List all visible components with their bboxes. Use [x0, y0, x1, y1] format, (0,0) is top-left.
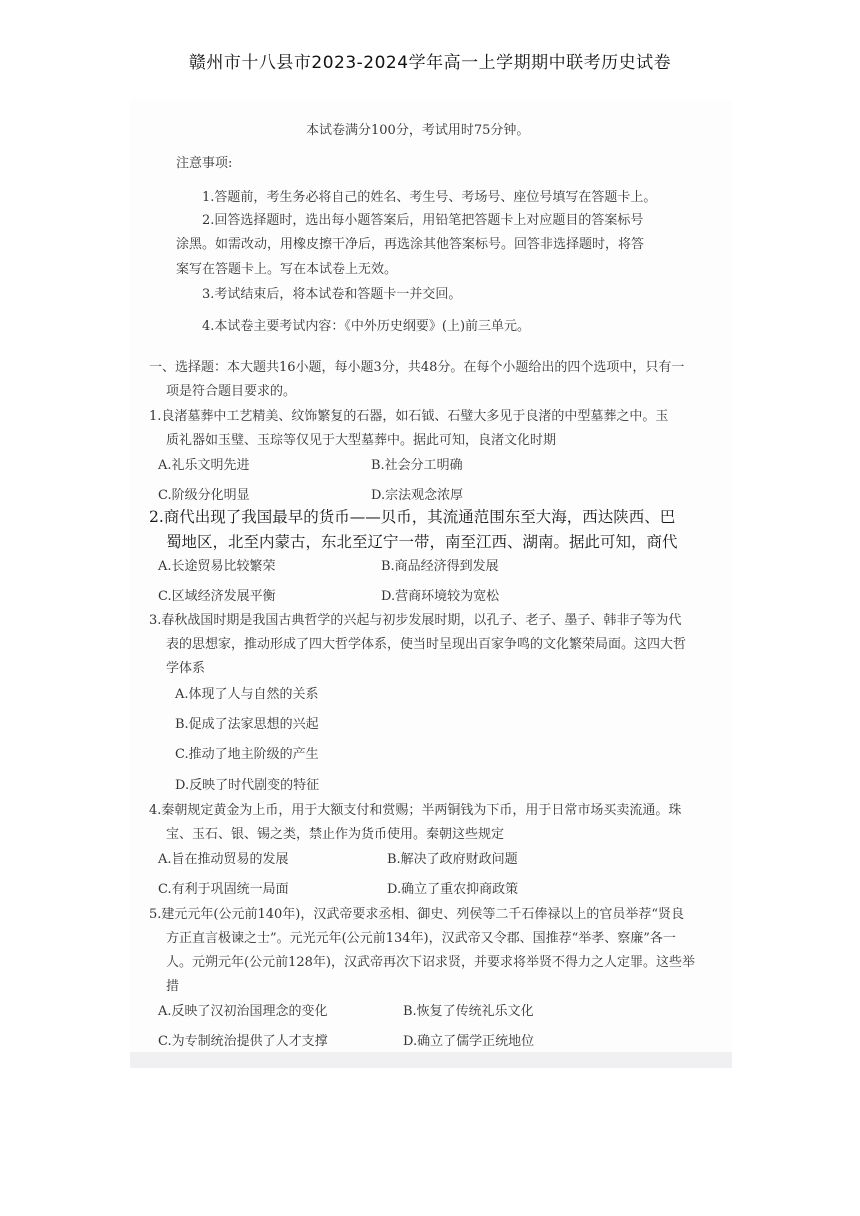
question-text: 3.春秋战国时期是我国古典哲学的兴起与初步发展时期，以孔子、老子、墨子、韩非子等为代 — [149, 613, 682, 628]
exam-intro: 本试卷满分100分，考试用时75分钟。 — [306, 123, 530, 138]
question-text: 方正直言极谏之士”。元光元年(公元前134年)，汉武帝又令郡、国推荐“举孝、察廉”各一 — [166, 931, 676, 946]
section-heading: 一、选择题：本大题共16小题，每小题3分，共48分。在每个小题给出的四个选项中，只有一 — [149, 360, 685, 375]
option-c: C.区域经济发展平衡 — [158, 589, 276, 604]
option-b: B.促成了法家思想的兴起 — [175, 717, 319, 732]
option-b: B.解决了政府财政问题 — [387, 852, 518, 867]
option-c: C.为专制统治提供了人才支撑 — [158, 1034, 328, 1049]
page-title: 赣州市十八县市2023-2024学年高一上学期期中联考历史试卷 — [188, 53, 672, 73]
option-a: A.反映了汉初治国理念的变化 — [158, 1004, 328, 1019]
question-text: 1.良渚墓葬中工艺精美、纹饰繁复的石器，如石钺、石璧大多见于良渚的中型墓葬之中。玉 — [149, 409, 669, 424]
notice-heading: 注意事项: — [176, 156, 233, 171]
notice-item: 案写在答题卡上。写在本试卷上无效。 — [176, 262, 398, 277]
option-d: D.反映了时代剧变的特征 — [175, 778, 320, 793]
scan-bottom-edge — [130, 1052, 732, 1068]
option-b: B.商品经济得到发展 — [381, 559, 499, 574]
option-a: A.旨在推动贸易的发展 — [158, 852, 289, 867]
option-a: A.体现了人与自然的关系 — [175, 687, 319, 702]
question-text: 5.建元元年(公元前140年)，汉武帝要求丞相、御史、列侯等二千石俸禄以上的官员举荐“贤良 — [149, 907, 685, 922]
option-b: B.恢复了传统礼乐文化 — [403, 1004, 534, 1019]
question-text: 2.商代出现了我国最早的货币——贝币，其流通范围东至大海，西达陕西、巴 — [149, 508, 676, 526]
question-text: 宝、玉石、银、锡之类，禁止作为货币使用。秦朝这些规定 — [166, 827, 505, 842]
question-text: 表的思想家，推动形成了四大哲学体系，使当时呈现出百家争鸣的文化繁荣局面。这四大哲 — [166, 637, 687, 652]
notice-item: 3.考试结束后，将本试卷和答题卡一并交回。 — [202, 287, 462, 302]
option-b: B.社会分工明确 — [371, 458, 463, 473]
question-text: 质礼器如玉璧、玉琮等仅见于大型墓葬中。据此可知，良渚文化时期 — [166, 433, 557, 448]
option-d: D.确立了重农抑商政策 — [387, 882, 519, 897]
option-c: C.推动了地主阶级的产生 — [175, 747, 319, 762]
notice-item: 2.回答选择题时，选出每小题答案后，用铅笔把答题卡上对应题目的答案标号 — [202, 213, 644, 228]
section-heading: 项是符合题目要求的。 — [166, 384, 297, 399]
notice-item: 涂黑。如需改动，用橡皮擦干净后，再选涂其他答案标号。回答非选择题时，将答 — [176, 237, 645, 252]
option-c: C.有利于巩固统一局面 — [158, 882, 289, 897]
option-a: A.长途贸易比较繁荣 — [158, 559, 276, 574]
question-text: 学体系 — [166, 661, 206, 676]
notice-item: 1.答题前，考生务必将自己的姓名、考生号、考场号、座位号填写在答题卡上。 — [202, 190, 657, 205]
question-text: 人。元朔元年(公元前128年)，汉武帝再次下诏求贤，并要求将举贤不得力之人定罪。这些举 — [166, 955, 695, 970]
option-d: D.宗法观念浓厚 — [371, 488, 464, 503]
question-text: 措 — [166, 979, 180, 994]
notice-item: 4.本试卷主要考试内容：《中外历史纲要》(上)前三单元。 — [202, 319, 531, 334]
option-d: D.确立了儒学正统地位 — [403, 1034, 535, 1049]
question-text: 蜀地区，北至内蒙古，东北至辽宁一带，南至江西、湖南。据此可知，商代 — [166, 533, 678, 551]
option-d: D.营商环境较为宽松 — [381, 589, 500, 604]
question-text: 4.秦朝规定黄金为上币，用于大额支付和赏赐；半两铜钱为下币，用于日常市场买卖流通。珠 — [149, 803, 682, 818]
option-a: A.礼乐文明先进 — [158, 458, 250, 473]
option-c: C.阶级分化明显 — [158, 488, 250, 503]
